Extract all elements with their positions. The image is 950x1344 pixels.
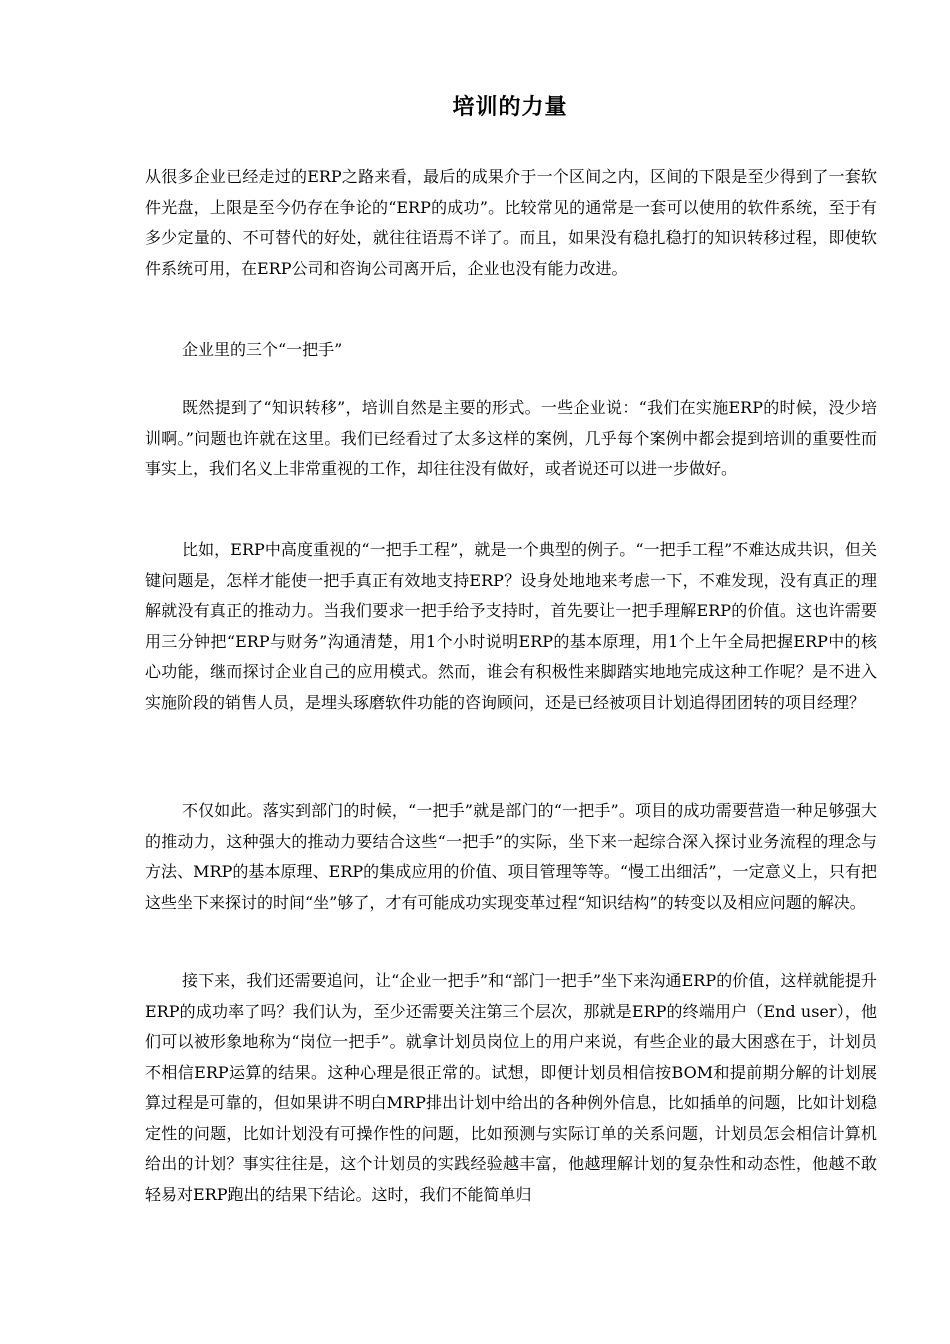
paragraph-knowledge-transfer: 既然提到了“知识转移”，培训自然是主要的形式。一些企业说：“我们在实施ERP的时候，没少培训啊。”问题也许就在这里。我们已经看过了太多这样的案例，几乎每个案例中都会提到培训的重要性而事实上，我们名义上非常重视的工作，却往往没有做好，或者说还可以进一步做好。: [145, 398, 877, 478]
section-heading: 企业里的三个“一把手”: [182, 340, 343, 359]
paragraph-intro: 从很多企业已经走过的ERP之路来看，最后的成果介于一个区间之内，区间的下限是至少得到了一套软件光盘，上限是至今仍存在争论的“ERP的成功”。比较常见的通常是一套可以使用的软件系统，至于有多少定量的、不可替代的好处，就往往语焉不详了。而且，如果没有稳扎稳打的知识转移过程，即使软件系统可用，在ERP公司和咨询公司离开后，企业也没有能力改进。: [145, 167, 877, 278]
paragraph-department-leader: 不仅如此。落实到部门的时候，“一把手”就是部门的“一把手”。项目的成功需要营造一种足够强大的推动力，这种强大的推动力要结合这些“一把手”的实际，坐下来一起综合深入探讨业务流程的理念与方法、MRP的基本原理、ERP的集成应用的价值、项目管理等等。“慢工出细活”，一定意义上，只有把这些坐下来探讨的时间“坐”够了，才有可能成功实现变革过程“知识结构”的转变以及相应问题的解决。: [145, 801, 877, 912]
paragraph-end-user: 接下来，我们还需要追问，让“企业一把手”和“部门一把手”坐下来沟通ERP的价值，这样就能提升ERP的成功率了吗？我们认为，至少还需要关注第三个层次，那就是ERP的终端用户（End user），他们可以被形象地称为“岗位一把手”。就拿计划员岗位上的用户来说，有些企业的最大困惑在于，计划员不相信ERP运算的结果。这种心理是很正常的。试想，即便计划员相信按BOM和提前期分解的计划展算过程是可靠的，但如果讲不明白MRP排出计划中给出的各种例外信息，比如插单的问题，比如计划稳定性的问题，比如计划没有可操作性的问题，比如预测与实际订单的关系问题，计划员怎会相信计算机给出的计划？事实往往是，这个计划员的实践经验越丰富，他越理解计划的复杂性和动态性，他越不敢轻易对ERP跑出的结果下结论。这时，我们不能简单归: [145, 971, 877, 1204]
paragraph-top-leader-project: 比如，ERP中高度重视的“一把手工程”，就是一个典型的例子。“一把手工程”不难达成共识，但关键问题是，怎样才能使一把手真正有效地支持ERP？设身处地地来考虑一下，不难发现，没有真正的理解就没有真正的推动力。当我们要求一把手给予支持时，首先要让一把手理解ERP的价值。这也许需要用三分钟把“ERP与财务”沟通清楚，用1个小时说明ERP的基本原理，用1个上午全局把握ERP中的核心功能，继而探讨企业自己的应用模式。然而，谁会有积极性来脚踏实地地完成这种工作呢？是不进入实施阶段的销售人员，是埋头琢磨软件功能的咨询顾问，还是已经被项目计划追得团团转的项目经理？: [145, 540, 877, 712]
document-title: 培训的力量: [452, 94, 568, 120]
